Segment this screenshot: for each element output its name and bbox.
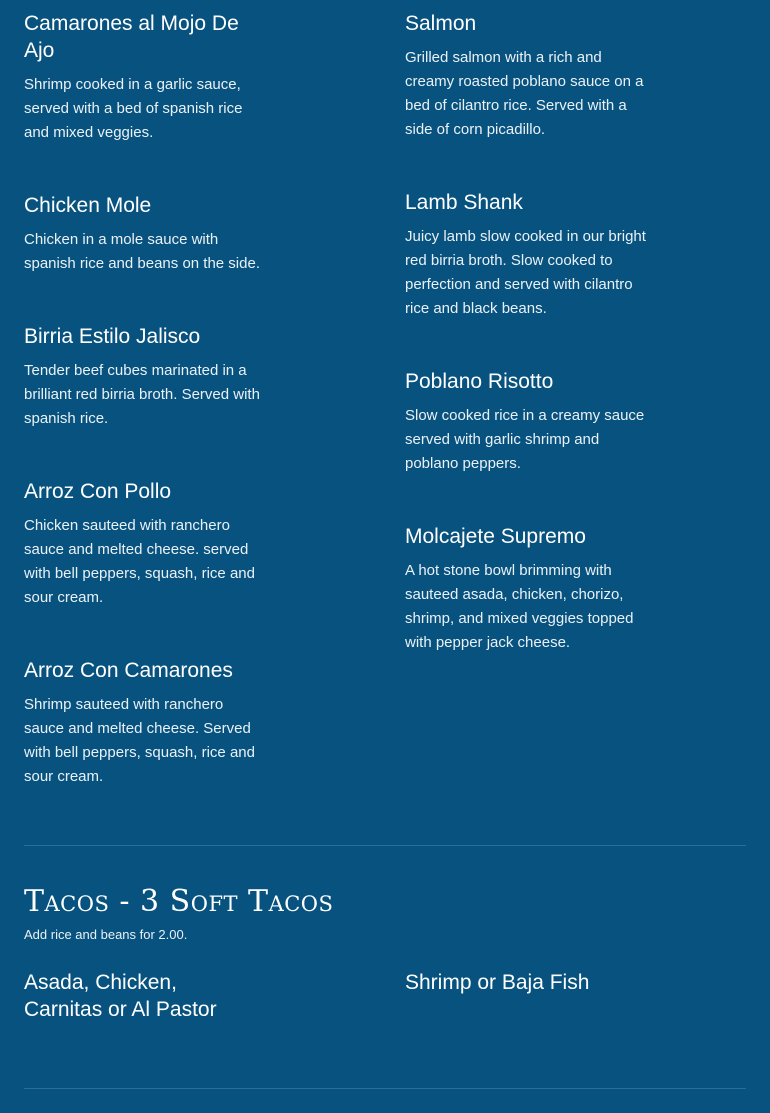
section-divider bbox=[24, 1088, 746, 1089]
menu-item-description: Tender beef cubes marinated in a brilliant red birria broth. Served with spanish rice. bbox=[24, 362, 260, 427]
menu-item-description: Grilled salmon with a rich and creamy roasted poblano sauce on a bed of cilantro rice. Served with a side of corn picadillo. bbox=[405, 49, 644, 138]
menu-item bbox=[24, 478, 264, 610]
menu-item-name: Salmon bbox=[405, 12, 477, 35]
section-title: Tacos - 3 Soft Tacos bbox=[24, 884, 334, 919]
menu-item-description: Shrimp sauteed with ranchero sauce and melted cheese. Served with bell peppers, squash, rice and sour cream. bbox=[24, 696, 255, 785]
menu-item-name-line: Asada, Chicken, bbox=[24, 971, 177, 994]
menu-item bbox=[405, 10, 655, 142]
menu-item-description: Chicken sauteed with ranchero sauce and melted cheese. served with bell peppers, squash, rice and sour cream. bbox=[24, 517, 255, 606]
menu-item bbox=[24, 969, 284, 1023]
menu-item-description: Shrimp cooked in a garlic sauce, served with a bed of spanish rice and mixed veggies. bbox=[24, 76, 243, 141]
menu-item-description: A hot stone bowl brimming with sauteed asada, chicken, chorizo, shrimp, and mixed veggies topped with pepper jack cheese. bbox=[405, 562, 634, 651]
menu-item-name: Shrimp or Baja Fish bbox=[405, 971, 590, 994]
menu-item-name: Lamb Shank bbox=[405, 191, 523, 214]
menu-item bbox=[405, 189, 655, 321]
menu-item-name bbox=[24, 969, 284, 1023]
menu-item-name: Poblano Risotto bbox=[405, 370, 554, 393]
menu-item-description: Chicken in a mole sauce with spanish rice and beans on the side. bbox=[24, 231, 260, 272]
menu-item bbox=[405, 368, 655, 476]
menu-item-name: Camarones al Mojo De Ajo bbox=[24, 12, 239, 62]
menu-item bbox=[24, 323, 264, 431]
section-divider bbox=[24, 845, 746, 846]
menu-item-description: Juicy lamb slow cooked in our bright red birria broth. Slow cooked to perfection and served with cilantro rice and black beans. bbox=[405, 228, 646, 317]
menu-item bbox=[405, 523, 655, 655]
section-note: Add rice and beans for 2.00. bbox=[24, 927, 188, 942]
menu-item-name: Arroz Con Pollo bbox=[24, 480, 172, 503]
menu-item-name: Birria Estilo Jalisco bbox=[24, 325, 201, 348]
menu-item bbox=[405, 969, 665, 996]
menu-item bbox=[24, 192, 264, 276]
menu-item bbox=[24, 10, 264, 145]
menu-item-description: Slow cooked rice in a creamy sauce served with garlic shrimp and poblano peppers. bbox=[405, 407, 645, 472]
menu-item-name: Molcajete Supremo bbox=[405, 525, 586, 548]
menu-item bbox=[24, 657, 264, 789]
menu-item-name: Arroz Con Camarones bbox=[24, 659, 233, 682]
menu-item-name: Chicken Mole bbox=[24, 194, 152, 217]
menu-item-name-line: Carnitas or Al Pastor bbox=[24, 998, 217, 1021]
